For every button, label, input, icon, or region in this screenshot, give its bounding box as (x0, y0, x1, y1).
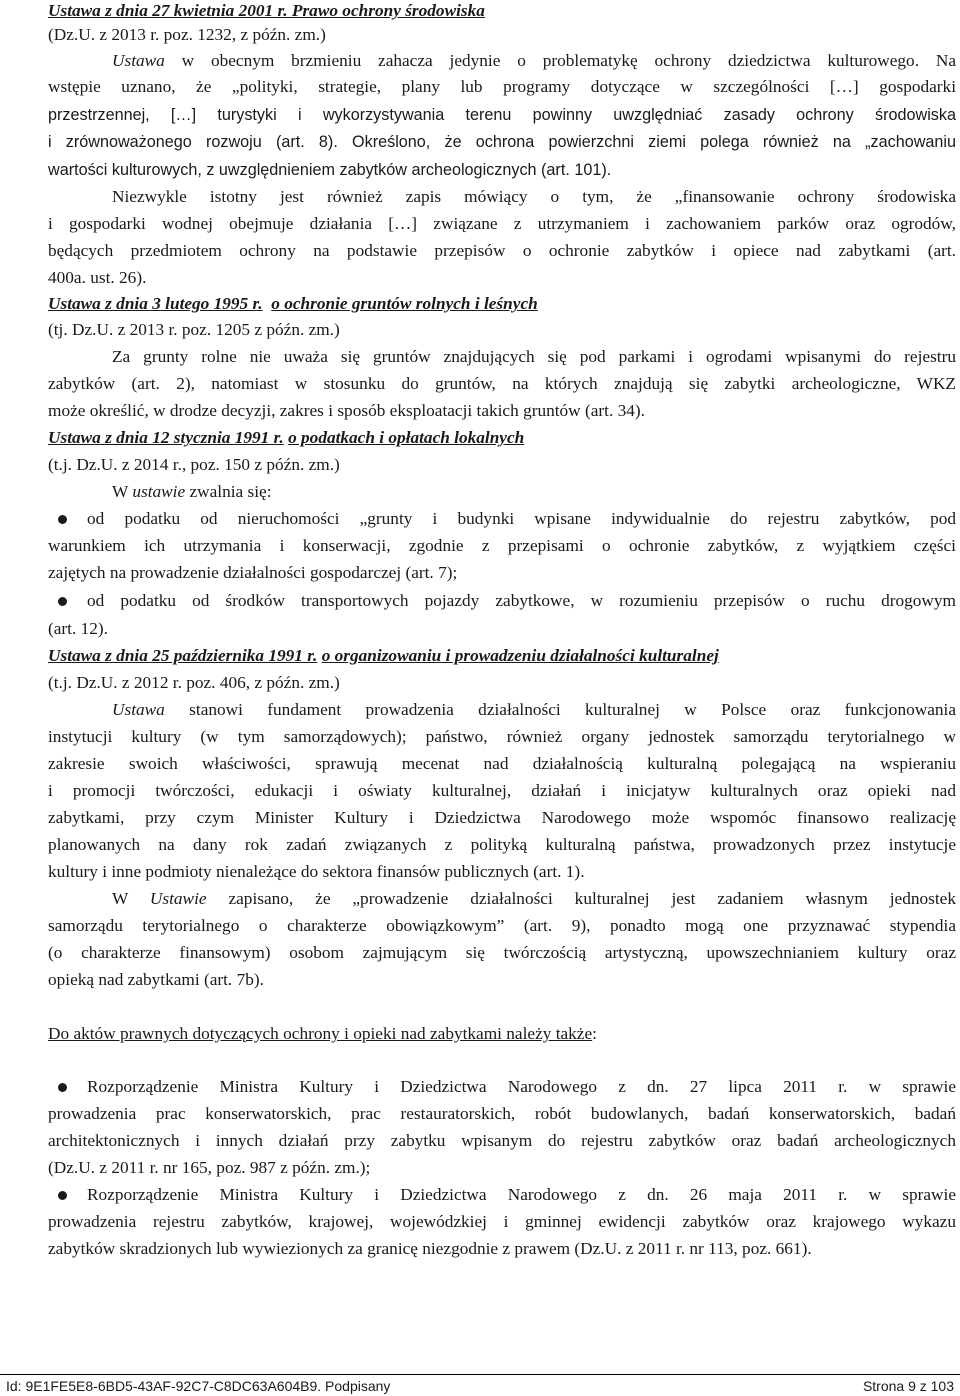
paragraph-line: przestrzennej, […] turystyki i wykorzystywania terenu powinny uwzględniać zasady ochrony środowiska (48, 106, 956, 124)
list-item-line: prowadzenia rejestru zabytków, krajowej, wojewódzkiej i gminnej ewidencji zabytków oraz krajowego wykazu (48, 1212, 956, 1231)
paragraph-line: i gospodarki wodnej obejmuje działania […] związane z utrzymaniem i zachowaniem parków oraz ogrodów, (48, 214, 956, 233)
title-text: o ochronie gruntów rolnych i leśnych (271, 294, 538, 313)
paragraph-line: kultury i inne podmioty nienależące do sektora finansów publicznych (art. 1). (48, 862, 585, 881)
title-text: o podatkach i opłatach lokalnych (288, 428, 525, 447)
paragraph-line (48, 699, 956, 721)
list-item-line: prowadzenia prac konserwatorskich, prac restauratorskich, robót budowlanych, badań konserwatorskich, badań (48, 1104, 956, 1123)
list-item-line: zajętych na prowadzenie działalności gospodarczej (art. 7); (48, 563, 458, 582)
paragraph-line: samorządu terytorialnego o charakterze obowiązkowym” (art. 9), ponadto mogą one przyznawać stypendia (48, 916, 956, 935)
emphasis-word: Ustawa (112, 700, 165, 719)
list-item-line: warunkiem ich utrzymania i konserwacji, zgodnie z przepisami o ochronie zabytków, z wyjątkiem części (48, 536, 956, 555)
list-item-line: architektonicznych i innych działań przy zabytku wpisanym do rejestru zabytków oraz badań archeologicznych (48, 1131, 956, 1150)
paragraph-line: wartości kulturowych, z uwzględnieniem zabytków archeologicznych (art. 101). (48, 161, 612, 179)
paragraph-line: zabytkami, przy czym Minister Kultury i Dziedzictwa Narodowego może wspomóc finansowo realizację (48, 808, 956, 827)
citation: (tj. Dz.U. z 2013 r. poz. 1205 z późn. zm.) (48, 320, 340, 339)
list-item-line: (art. 12). (48, 619, 108, 638)
line-text: W (112, 889, 150, 908)
heading-colon: : (592, 1024, 597, 1043)
paragraph-line: i zrównoważonego rozwoju (art. 8). Określono, że ochrona powierzchni ziemi polega również na „zachowaniu (48, 133, 956, 151)
heading-text: Do aktów prawnych dotyczących ochrony i opieki nad zabytkami należy także (48, 1024, 593, 1043)
line-text: zwalnia się: (185, 482, 272, 501)
footer-page-number: Strona 9 z 103 (862, 1378, 954, 1394)
paragraph-line: i promocji twórczości, edukacji i oświaty kulturalnej, działań i inicjatyw kulturalnych oraz opieki nad (48, 781, 956, 800)
line-text: W (112, 482, 133, 501)
paragraph-line: będących przedmiotem ochrony na podstawie przepisów o ochronie zabytków i opiece nad zabytkami (art. (48, 241, 956, 260)
citation: (Dz.U. z 2013 r. poz. 1232, z późn. zm.) (48, 25, 326, 44)
paragraph-line: 400a. ust. 26). (48, 268, 147, 287)
list-item-line: (Dz.U. z 2011 r. nr 165, poz. 987 z późn. zm.); (48, 1158, 371, 1177)
paragraph-line: Za grunty rolne nie uważa się gruntów znajdujących się pod parkami i ogrodami wpisanymi do rejestru (112, 347, 956, 366)
emphasis-word: Ustawa (112, 51, 165, 70)
paragraph-line (48, 50, 956, 72)
footer-divider (0, 1374, 960, 1375)
list-item-line: od podatku od środków transportowych pojazdy zabytkowe, w rozumieniu przepisów o ruchu drogowym (87, 591, 956, 610)
paragraph-line: może określić, w drodze decyzji, zakres i sposób eksploatacji takich gruntów (art. 34). (48, 401, 645, 420)
paragraph-line: planowanych na dany rok zadań związanych z polityką kulturalną państwa, prowadzonych przez instytucje (48, 835, 956, 854)
line-text: zapisano, że „prowadzenie działalności kulturalnej jest zadaniem własnym jednostek (206, 889, 956, 908)
paragraph-line: wstępie uznano, że „polityki, strategie, plany lub programy dotyczące w szczególności […] gospodarki (48, 77, 956, 96)
title-text: Ustawa z dnia 12 stycznia 1991 r. (48, 428, 284, 447)
emphasis-word: ustawie (132, 482, 186, 501)
paragraph-line (112, 481, 272, 503)
section-title-grunty (48, 293, 538, 315)
paragraph-line: instytucji kultury (w tym samorządowych); państwo, również organy jednostek samorządu terytorialnego w (48, 727, 956, 746)
citation: (t.j. Dz.U. z 2012 r. poz. 406, z późn. zm.) (48, 673, 340, 692)
paragraph-line (48, 888, 956, 910)
list-item-line: od podatku od nieruchomości „grunty i budynki wpisane indywidualnie do rejestru zabytków, pod (87, 509, 956, 528)
paragraph-line: zakresie swoich właściwości, sprawują mecenat nad działalnością kulturalną polegającą na wspieraniu (48, 754, 956, 773)
title-text: Ustawa z dnia 27 kwietnia 2001 r. Prawo ochrony środowiska (48, 1, 485, 20)
list-item-line: zabytków skradzionych lub wywiezionych za granicę niezgodnie z prawem (Dz.U. z 2011 r. nr 113, poz. 661). (48, 1239, 812, 1258)
section-title-kultura (48, 645, 719, 667)
title-text: o organizowaniu i prowadzeniu działalności kulturalnej (321, 646, 719, 665)
list-item-line: Rozporządzenie Ministra Kultury i Dziedzictwa Narodowego z dn. 27 lipca 2011 r. w sprawie (87, 1077, 956, 1096)
title-text: Ustawa z dnia 3 lutego 1995 r. (48, 294, 263, 313)
paragraph-line: zabytków (art. 2), natomiast w stosunku do gruntów, na których znajdują się zabytki archeologiczne, WKZ (48, 374, 956, 393)
paragraph-line: Niezwykle istotny jest również zapis mówiący o tym, że „finansowanie ochrony środowiska (112, 187, 956, 206)
citation: (t.j. Dz.U. z 2014 r., poz. 150 z późn. zm.) (48, 455, 340, 474)
paragraph-line: opieką nad zabytkami (art. 7b). (48, 970, 264, 989)
paragraph-line: (o charakterze finansowym) osobom zajmującym się twórczością artystyczną, upowszechnianiem kultury oraz (48, 943, 956, 962)
emphasis-word: Ustawie (149, 889, 207, 908)
title-text: Ustawa z dnia 25 października 1991 r. (48, 646, 318, 665)
list-item-line: Rozporządzenie Ministra Kultury i Dziedzictwa Narodowego z dn. 26 maja 2011 r. w sprawie (87, 1185, 956, 1204)
section-title-podatki (48, 427, 524, 449)
section-heading-akty (48, 1023, 597, 1045)
footer-document-id: Id: 9E1FE5E8-6BD5-43AF-92C7-C8DC63A604B9. Podpisany (6, 1378, 391, 1394)
section-title-prawo-ochrony (48, 0, 485, 22)
line-text: stanowi fundament prowadzenia działalności kulturalnej w Polsce oraz funkcjonowania (164, 700, 956, 719)
line-text: w obecnym brzmieniu zahacza jedynie o problematykę ochrony dziedzictwa kulturowego. Na (164, 51, 956, 70)
